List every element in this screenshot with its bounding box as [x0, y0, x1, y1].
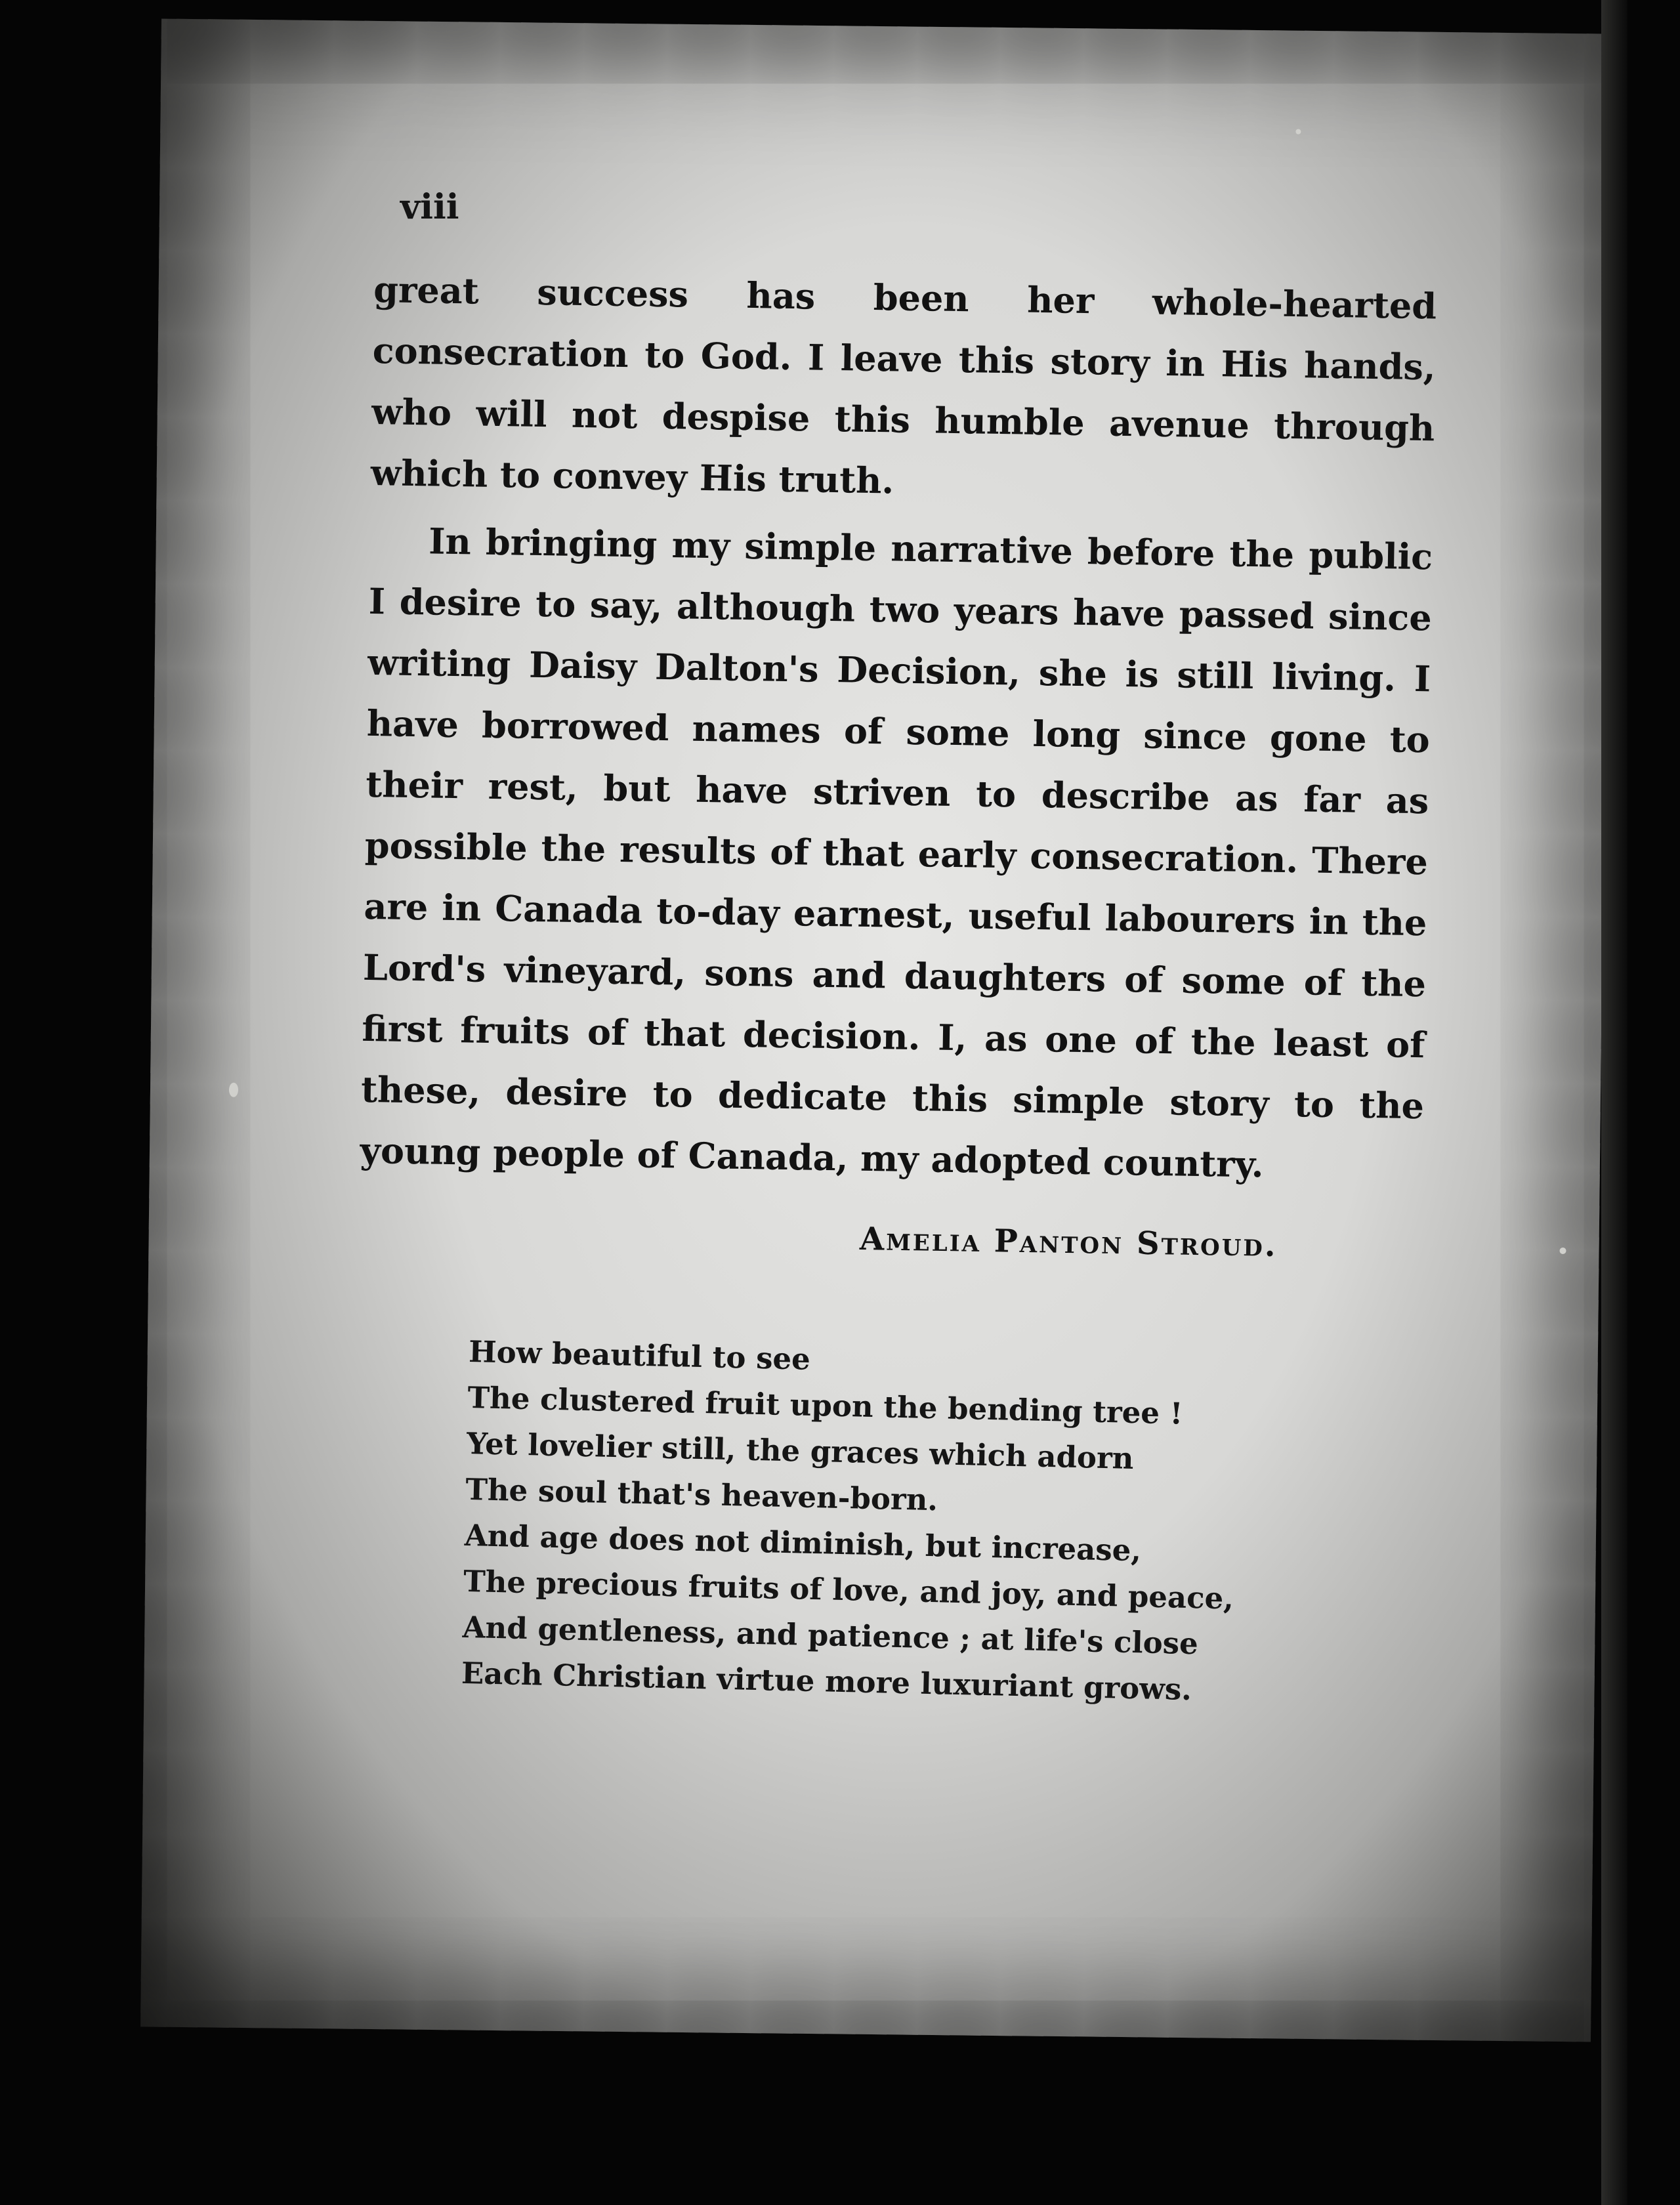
poem-line: Each Christian virtue more luxuriant grows.	[461, 1655, 1192, 1708]
poem-line: The precious fruits of love, and joy, and peace,	[463, 1563, 1234, 1616]
author-signature: Amelia Panton Stroud.	[859, 1221, 1278, 1264]
paper-speck	[229, 1083, 238, 1097]
poem-line: And age does not diminish, but increase,	[464, 1517, 1142, 1568]
paragraph-dedication: In bringing my simple narrative before the public I desire to say, although two years have passed since writing Daisy Dalton's Decision, she is still living. I have borrowed names of some long since gone to their rest, but have striven to describe as far as possible the results of that early consecration. There are in Canada to-day earnest, useful labourers in the Lord's vineyard, sons and daughters of some of the first fruits of that decision. I, as one of the least of these, desire to dedicate this simple story to the young people of Canada, my adopted country.	[360, 520, 1433, 1186]
poem-line: The soul that's heaven-born.	[465, 1471, 938, 1518]
preface-text	[360, 259, 1437, 1198]
book-spine-edge	[1601, 0, 1628, 2205]
poem-line: And gentleness, and patience ; at life's close	[462, 1609, 1199, 1662]
paper-speck	[1559, 1248, 1566, 1254]
page-number: viii	[400, 187, 459, 227]
poem-line: How beautiful to see	[468, 1334, 811, 1377]
paragraph-continued: great success has been her whole-hearted consecration to God. I leave this story in His hands, who will not despise this humble avenue through which to convey His truth.	[370, 268, 1437, 502]
poem-line: Yet lovelier still, the graces which adorn	[466, 1425, 1135, 1477]
poem-stanza	[461, 1329, 1289, 1715]
paper-speck	[1295, 129, 1301, 135]
poem-line: The clustered fruit upon the bending tree !	[467, 1379, 1183, 1431]
